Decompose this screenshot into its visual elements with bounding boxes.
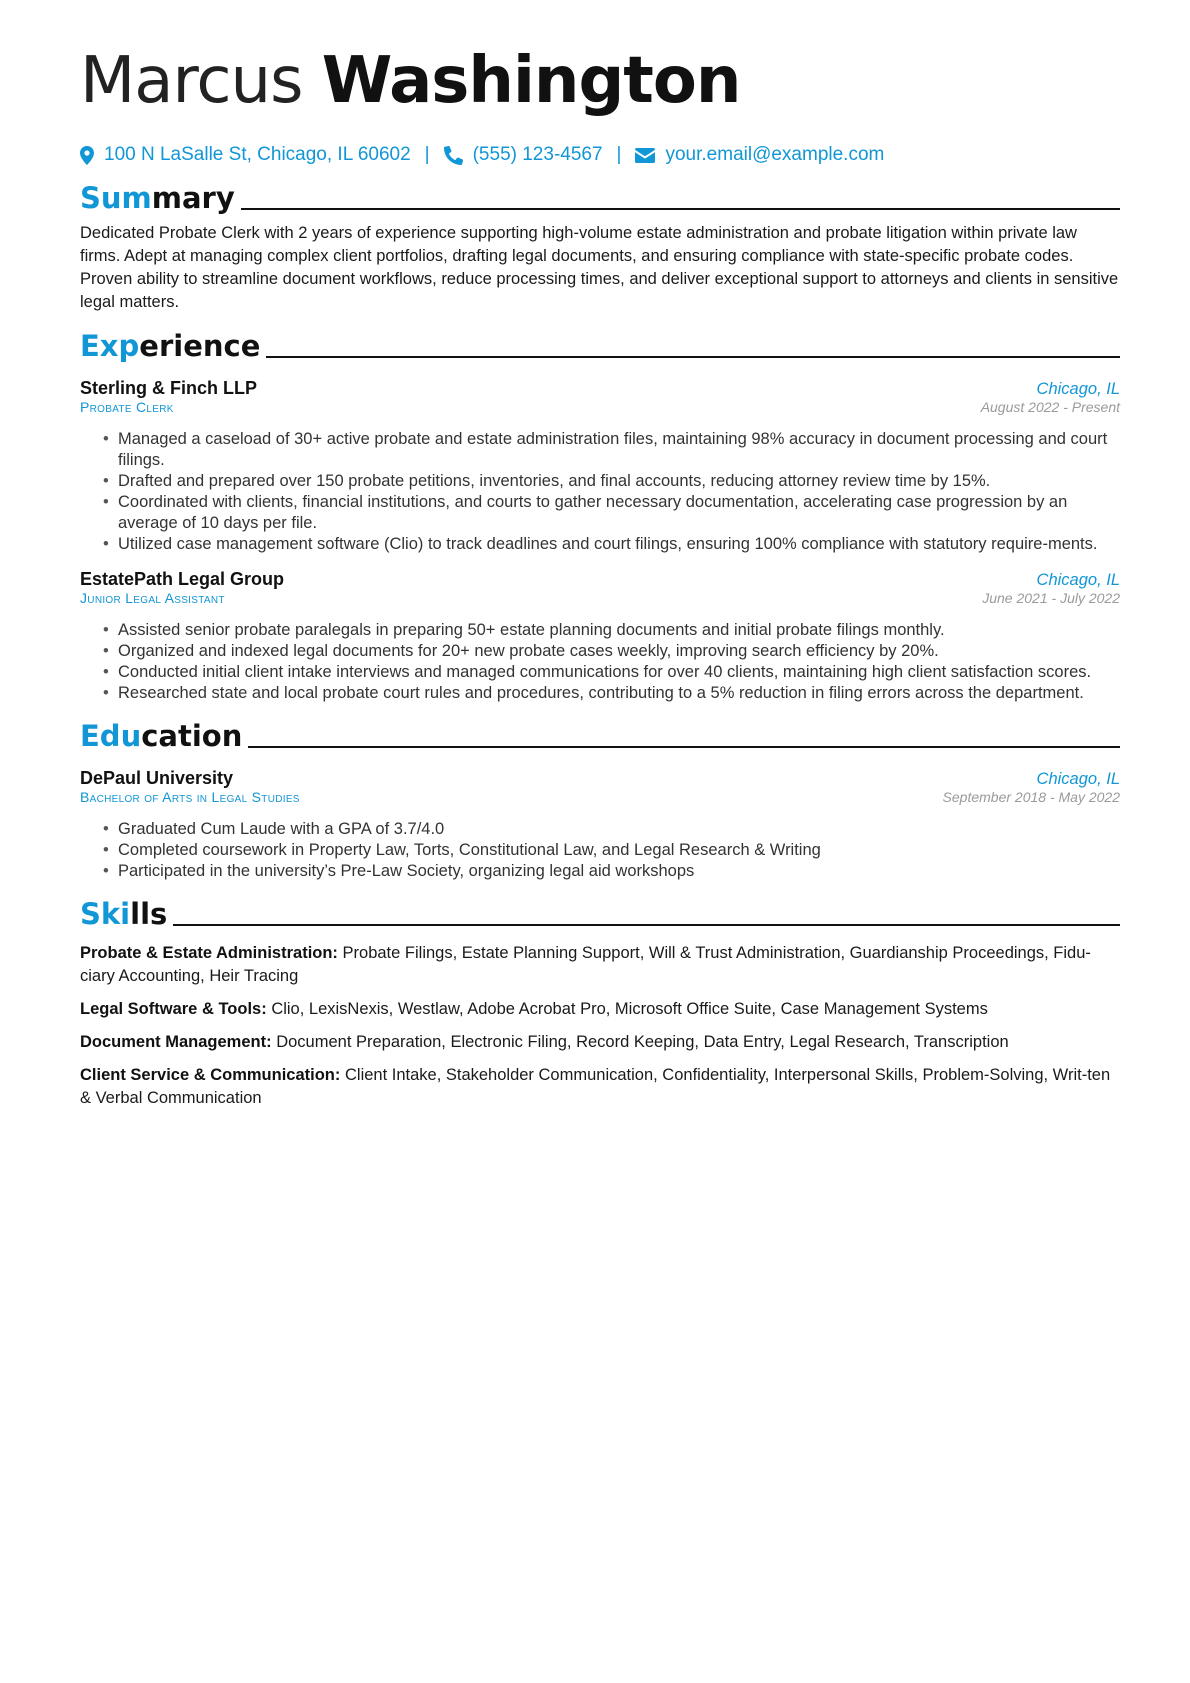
last-name: Washington bbox=[321, 44, 741, 118]
entry-bullets bbox=[80, 620, 1120, 704]
skill-group bbox=[80, 942, 1120, 988]
section-title bbox=[80, 718, 242, 754]
job-title: Junior Legal Assistant bbox=[80, 590, 225, 606]
experience-entry bbox=[80, 569, 1120, 704]
entry-location: Chicago, IL bbox=[1036, 770, 1120, 788]
candidate-name bbox=[80, 38, 1120, 124]
skill-items: Client Intake, Stakeholder Communication, Confidentiality, Interpersonal Skills, Problem-Solving, Writ-ten & Verbal Communication bbox=[80, 1066, 1111, 1107]
contact-address bbox=[80, 144, 411, 166]
skill-items: Clio, LexisNexis, Westlaw, Adobe Acrobat Pro, Microsoft Office Suite, Case Management Systems bbox=[271, 1000, 988, 1018]
bullet-item: • Drafted and prepared over 150 probate petitions, inventories, and final accounts, reducing attorney review time by 15%. bbox=[118, 471, 1120, 492]
section-title-rest: erience bbox=[139, 329, 261, 363]
entry-header bbox=[80, 569, 1120, 590]
skill-category: Document Management: bbox=[80, 1033, 272, 1051]
bullet-item: • Graduated Cum Laude with a GPA of 3.7/4.0 bbox=[118, 819, 1120, 840]
skill-category: Legal Software & Tools: bbox=[80, 1000, 267, 1018]
section-title bbox=[80, 180, 235, 216]
skill-items: Probate Filings, Estate Planning Support, Will & Trust Administration, Guardianship Proceedings, Fidu-ciary Accounting, Heir Tracing bbox=[80, 944, 1091, 985]
bullet-item: • Conducted initial client intake interviews and managed communications for over 40 clients, maintaining high client satisfaction scores. bbox=[118, 662, 1120, 683]
skills-section bbox=[80, 892, 1120, 1110]
entry-subheader bbox=[80, 590, 1120, 606]
degree-title: Bachelor of Arts in Legal Studies bbox=[80, 789, 300, 805]
skill-category: Probate & Estate Administration: bbox=[80, 944, 338, 962]
bullet-item: • Participated in the university’s Pre-Law Society, organizing legal aid workshops bbox=[118, 861, 1120, 882]
section-title-accent: Sum bbox=[80, 181, 152, 215]
summary-section bbox=[80, 176, 1120, 314]
address-text: 100 N LaSalle St, Chicago, IL 60602 bbox=[104, 144, 411, 165]
section-heading bbox=[80, 892, 1120, 932]
entry-location: Chicago, IL bbox=[1036, 380, 1120, 398]
entry-dates: August 2022 - Present bbox=[980, 399, 1120, 415]
section-heading bbox=[80, 714, 1120, 754]
section-divider bbox=[173, 924, 1120, 926]
contact-phone[interactable] bbox=[444, 144, 603, 166]
education-entry bbox=[80, 768, 1120, 882]
bullet-item: • Utilized case management software (Clio) to track deadlines and court filings, ensuring 100% compliance with statutory require-ments. bbox=[118, 534, 1120, 555]
envelope-icon bbox=[635, 148, 655, 163]
skill-items: Document Preparation, Electronic Filing, Record Keeping, Data Entry, Legal Research, Transcription bbox=[276, 1033, 1009, 1051]
entry-bullets bbox=[80, 429, 1120, 555]
section-title-rest: lls bbox=[130, 897, 168, 931]
entry-subheader bbox=[80, 399, 1120, 415]
bullet-item: • Assisted senior probate paralegals in preparing 50+ estate planning documents and initial probate filings monthly. bbox=[118, 620, 1120, 641]
school-name: DePaul University bbox=[80, 768, 234, 788]
entry-location: Chicago, IL bbox=[1036, 571, 1120, 589]
section-heading bbox=[80, 324, 1120, 364]
section-heading bbox=[80, 176, 1120, 216]
skill-group bbox=[80, 998, 1120, 1021]
employer-name: Sterling & Finch LLP bbox=[80, 378, 258, 398]
job-title: Probate Clerk bbox=[80, 399, 174, 415]
section-title bbox=[80, 896, 167, 932]
summary-text: Dedicated Probate Clerk with 2 years of experience supporting high-volume estate administration and probate litigation within private law firms. Adept at managing complex client portfolios, drafting legal documents, and ensuring compliance with state-specific probate codes. Proven ability to streamline document workflows, reduce processing times, and deliver exceptional support to attorneys and clients in sensitive legal matters. bbox=[80, 224, 1119, 311]
first-name: Marcus bbox=[80, 44, 303, 118]
section-title bbox=[80, 328, 260, 364]
map-marker-icon bbox=[80, 146, 94, 165]
skill-group bbox=[80, 1031, 1120, 1054]
bullet-item: • Completed coursework in Property Law, Torts, Constitutional Law, and Legal Research & Writing bbox=[118, 840, 1120, 861]
skill-group bbox=[80, 1064, 1120, 1110]
bullet-item: • Researched state and local probate court rules and procedures, contributing to a 5% reduction in filing errors across the department. bbox=[118, 683, 1120, 704]
section-divider bbox=[248, 746, 1120, 748]
experience-section bbox=[80, 324, 1120, 704]
section-title-accent: Edu bbox=[80, 719, 142, 753]
section-title-rest: mary bbox=[151, 181, 235, 215]
contact-email[interactable] bbox=[635, 144, 884, 166]
bullet-item: • Coordinated with clients, financial institutions, and courts to gather necessary documentation, accelerating case progression by an average of 10 days per file. bbox=[118, 492, 1120, 534]
entry-header bbox=[80, 378, 1120, 399]
section-title-accent: Ski bbox=[80, 897, 131, 931]
section-divider bbox=[266, 356, 1120, 358]
contact-separator: | bbox=[424, 144, 430, 165]
section-title-rest: cation bbox=[141, 719, 243, 753]
entry-header bbox=[80, 768, 1120, 789]
entry-dates: June 2021 - July 2022 bbox=[982, 590, 1120, 606]
section-divider bbox=[241, 208, 1120, 210]
bullet-item: • Managed a caseload of 30+ active probate and estate administration files, maintaining 98% accuracy in document processing and court filings. bbox=[118, 429, 1120, 471]
contact-separator: | bbox=[616, 144, 622, 165]
section-title-accent: Exp bbox=[80, 329, 140, 363]
entry-dates: September 2018 - May 2022 bbox=[942, 789, 1120, 805]
entry-subheader bbox=[80, 789, 1120, 805]
bullet-item: • Organized and indexed legal documents for 20+ new probate cases weekly, improving search efficiency by 20%. bbox=[118, 641, 1120, 662]
email-link[interactable]: your.email@example.com bbox=[665, 144, 885, 165]
phone-text[interactable]: (555) 123-4567 bbox=[472, 144, 603, 165]
phone-icon bbox=[444, 146, 463, 165]
experience-entry bbox=[80, 378, 1120, 555]
entry-bullets bbox=[80, 819, 1120, 882]
resume-content bbox=[80, 38, 1120, 1110]
education-section bbox=[80, 714, 1120, 882]
employer-name: EstatePath Legal Group bbox=[80, 569, 285, 589]
skill-category: Client Service & Communication: bbox=[80, 1066, 341, 1084]
contact-bar bbox=[80, 144, 1120, 166]
